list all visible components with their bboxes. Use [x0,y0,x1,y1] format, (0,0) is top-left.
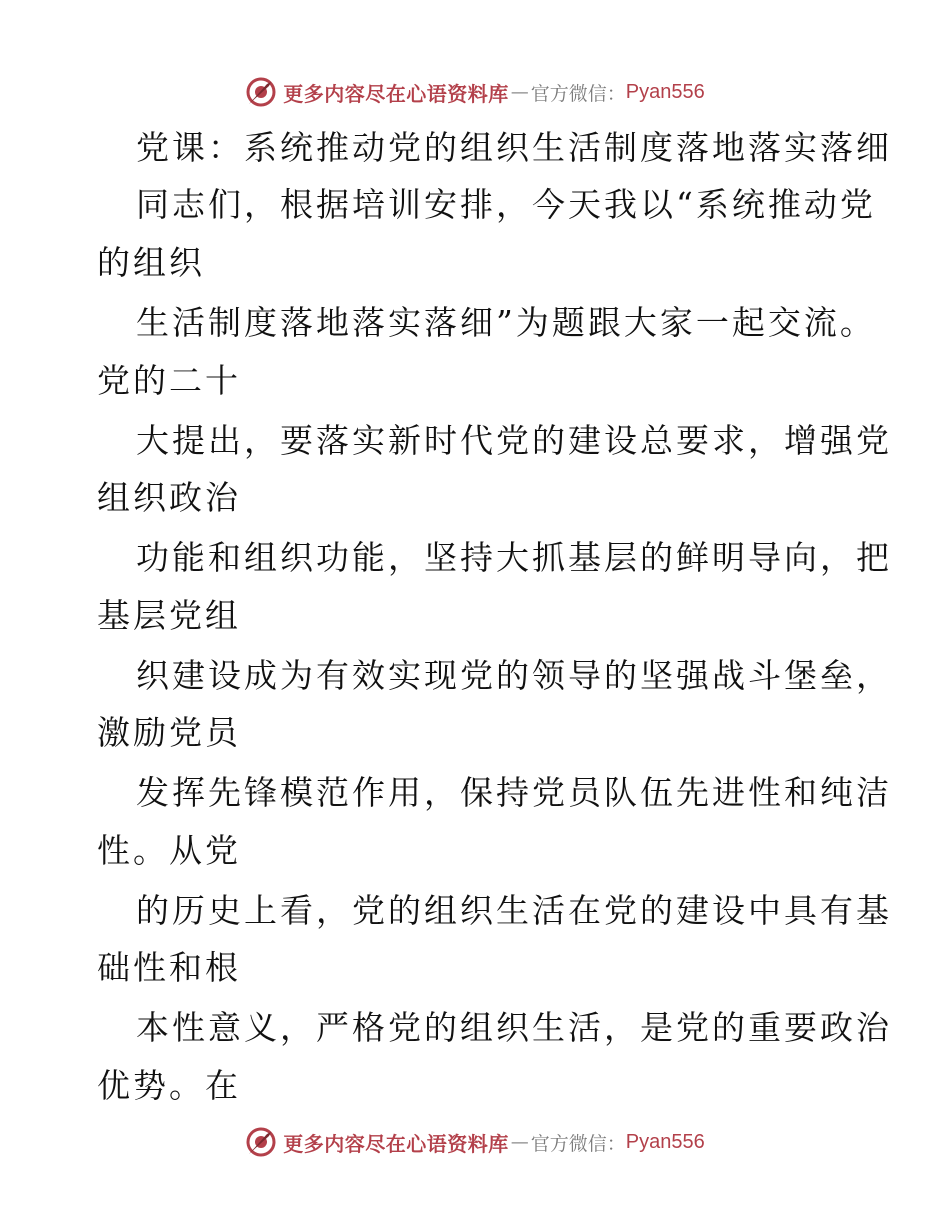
wechat-label: 官方微信： [530,82,626,105]
text-line: 性。从党 [97,831,241,870]
separator-dash: — [510,1131,529,1153]
text-line: 生活制度落地落实落细”为题跟大家一起交流。 [136,303,876,342]
text-line: 织建设成为有效实现党的领导的坚强战斗堡垒， [136,656,892,695]
promo-text: 更多内容尽在心语资料库 [283,81,509,106]
text-line: 发挥先锋模范作用，保持党员队伍先进性和纯洁 [136,773,892,812]
text-line: 本性意义，严格党的组织生活，是党的重要政治 [136,1008,892,1047]
text-line: 同志们，根据培训安排，今天我以“系统推动党 [136,185,876,224]
text-line: 基层党组 [97,596,241,635]
text-line: 组织政治 [97,478,241,517]
quill-seal-icon [245,1126,277,1158]
text-line: 优势。在 [97,1066,241,1105]
text-line: 的历史上看，党的组织生活在党的建设中具有基 [136,891,892,930]
text-line: 激励党员 [97,713,241,752]
text-line: 的组织 [97,243,205,282]
wechat-id: Pyan556 [625,1130,705,1153]
footer-banner [0,1122,950,1162]
wechat-label: 官方微信： [530,1132,626,1155]
promo-text: 更多内容尽在心语资料库 [283,1131,509,1156]
separator-dash: — [510,81,529,103]
wechat-id: Pyan556 [625,80,705,103]
quill-seal-icon [245,76,277,108]
text-line: 党的二十 [97,361,241,400]
text-line: 础性和根 [97,948,241,987]
document-title: 党课：系统推动党的组织生活制度落地落实落细 [136,128,892,167]
header-banner [0,72,950,112]
text-line: 功能和组织功能，坚持大抓基层的鲜明导向，把 [136,538,892,577]
text-line: 大提出，要落实新时代党的建设总要求，增强党 [136,421,892,460]
